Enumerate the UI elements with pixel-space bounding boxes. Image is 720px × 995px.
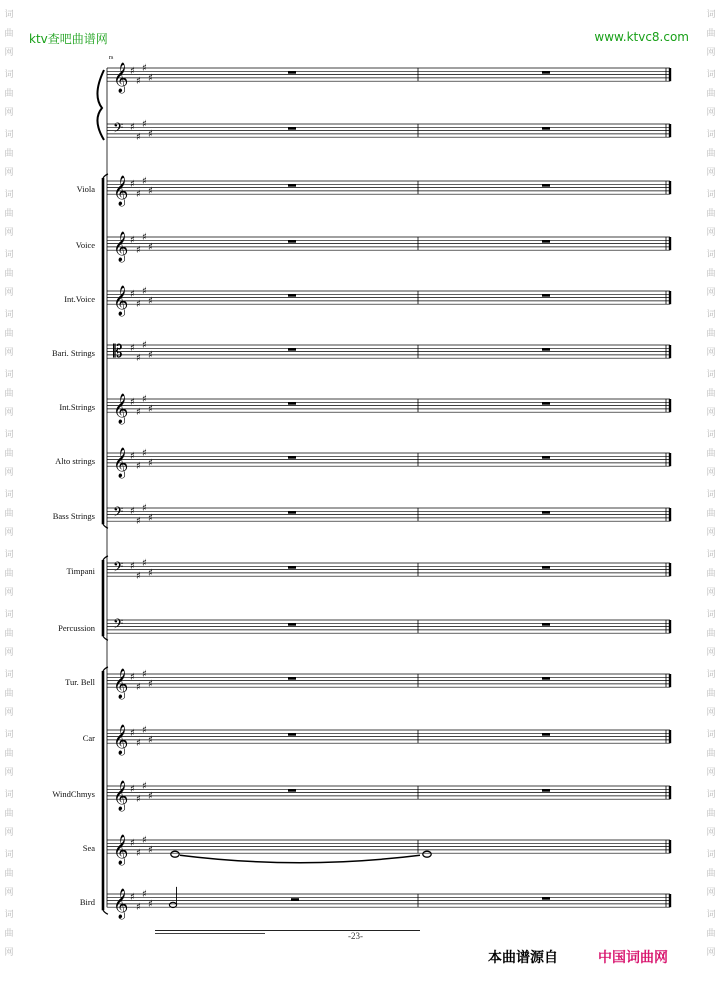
whole-note <box>423 851 431 857</box>
sharp-sign: ♯ <box>136 298 141 310</box>
page-number: -23- <box>348 931 363 941</box>
half-note <box>169 902 176 907</box>
sharp-sign: ♯ <box>148 844 153 856</box>
watermark-char: 词 <box>706 310 716 320</box>
header-site-name[interactable]: ktv查吧曲谱网 <box>29 32 108 46</box>
clef-treble: 𝄞 <box>113 286 129 317</box>
instrument-label: Bird <box>79 897 95 907</box>
clef-treble: 𝄞 <box>113 394 129 425</box>
watermark-char: 词 <box>706 910 716 920</box>
whole-rest <box>542 897 550 899</box>
sharp-sign: ♯ <box>136 460 141 472</box>
piano-brace <box>97 70 104 140</box>
watermark-char: 网 <box>706 108 716 118</box>
watermark-char: 曲 <box>706 149 716 159</box>
watermark-char: 网 <box>4 948 14 958</box>
whole-rest <box>542 184 550 186</box>
sharp-sign: ♯ <box>136 244 141 256</box>
clef-treble: 𝄞 <box>113 63 129 94</box>
footer-source-text: 本曲谱源自 <box>488 950 558 966</box>
sharp-sign: ♯ <box>130 892 135 903</box>
sharp-sign: ♯ <box>148 128 153 140</box>
watermark-char: 曲 <box>706 929 716 939</box>
watermark-char: 网 <box>706 708 716 718</box>
instrument-label: Percussion <box>58 623 95 633</box>
instrument-label: Alto strings <box>55 456 95 466</box>
watermark-char: 词 <box>706 130 716 140</box>
sharp-sign: ♯ <box>130 451 135 462</box>
sharp-sign: ♯ <box>130 179 135 190</box>
clef-treble: 𝄞 <box>113 725 129 756</box>
sharp-sign: ♯ <box>148 241 153 253</box>
instrument-label: WindChmys <box>52 789 95 799</box>
sharp-sign: ♯ <box>142 503 147 515</box>
watermark-char: 网 <box>706 768 716 778</box>
watermark-char: 词 <box>4 130 14 140</box>
clef-treble: 𝄞 <box>113 448 129 479</box>
instrument-label: Timpani <box>66 566 95 576</box>
whole-rest <box>288 348 296 350</box>
tie <box>180 855 420 863</box>
watermark-char: 网 <box>4 528 14 538</box>
whole-rest <box>288 71 296 73</box>
whole-rest <box>288 566 296 568</box>
whole-rest <box>288 789 296 791</box>
clef-treble: 𝄞 <box>113 176 129 207</box>
watermark-char: 词 <box>4 730 14 740</box>
watermark-char: 曲 <box>4 869 14 879</box>
watermark-char: 网 <box>4 888 14 898</box>
watermark-char: 网 <box>706 168 716 178</box>
watermark-char: 曲 <box>706 89 716 99</box>
watermark-char: 词 <box>4 10 14 20</box>
sharp-sign: ♯ <box>136 901 141 913</box>
sharp-sign: ♯ <box>142 558 147 570</box>
watermark-char: 曲 <box>706 809 716 819</box>
sharp-sign: ♯ <box>136 681 141 693</box>
sharp-sign: ♯ <box>136 75 141 87</box>
sharp-sign: ♯ <box>130 838 135 849</box>
watermark-char: 词 <box>706 250 716 260</box>
whole-rest <box>288 240 296 242</box>
whole-note <box>171 851 179 857</box>
watermark-char: 曲 <box>4 689 14 699</box>
clef-bass: 𝄢 <box>113 559 124 578</box>
sharp-sign: ♯ <box>142 725 147 737</box>
whole-rest <box>288 623 296 625</box>
sharp-sign: ♯ <box>142 394 147 406</box>
half-rest <box>291 898 299 900</box>
sharp-sign: ♯ <box>130 289 135 300</box>
footer-rule-short <box>155 933 265 934</box>
watermark-char: 曲 <box>706 449 716 459</box>
sharp-sign: ♯ <box>142 232 147 244</box>
whole-rest <box>288 733 296 735</box>
watermark-char: 曲 <box>706 869 716 879</box>
whole-rest <box>542 294 550 296</box>
sharp-sign: ♯ <box>136 847 141 859</box>
watermark-char: 曲 <box>4 929 14 939</box>
watermark-char: 曲 <box>706 689 716 699</box>
clef-treble: 𝄞 <box>113 232 129 263</box>
watermark-char: 网 <box>4 48 14 58</box>
watermark-char: 网 <box>706 288 716 298</box>
clef-alto: 𝄡 <box>113 342 123 362</box>
sharp-sign: ♯ <box>136 406 141 418</box>
sharp-sign: ♯ <box>148 349 153 361</box>
sharp-sign: ♯ <box>142 176 147 188</box>
watermark-char: 曲 <box>706 269 716 279</box>
whole-rest <box>542 240 550 242</box>
sharp-sign: ♯ <box>130 66 135 77</box>
clef-bass: 𝄢 <box>113 120 124 139</box>
footer-rule <box>155 930 420 931</box>
watermark-char: 曲 <box>4 749 14 759</box>
clef-treble: 𝄞 <box>113 781 129 812</box>
whole-rest <box>542 456 550 458</box>
sharp-sign: ♯ <box>136 515 141 527</box>
sharp-sign: ♯ <box>148 898 153 910</box>
watermark-char: 词 <box>706 430 716 440</box>
instrument-label: Sea <box>82 843 95 853</box>
watermark-char: 网 <box>4 648 14 658</box>
watermark-char: 网 <box>4 588 14 598</box>
watermark-char: 词 <box>4 310 14 320</box>
sharp-sign: ♯ <box>148 403 153 415</box>
watermark-char: 曲 <box>4 209 14 219</box>
watermark-char: 网 <box>706 888 716 898</box>
watermark-char: 网 <box>706 408 716 418</box>
watermark-char: 曲 <box>4 29 14 39</box>
watermark-char: 网 <box>4 768 14 778</box>
watermark-char: 曲 <box>4 389 14 399</box>
clef-treble: 𝄞 <box>113 669 129 700</box>
sharp-sign: ♯ <box>130 397 135 408</box>
whole-rest <box>288 677 296 679</box>
watermark-char: 网 <box>4 348 14 358</box>
sharp-sign: ♯ <box>136 352 141 364</box>
watermark-char: 网 <box>4 108 14 118</box>
whole-rest <box>542 623 550 625</box>
sharp-sign: ♯ <box>136 131 141 143</box>
sharp-sign: ♯ <box>136 570 141 582</box>
watermark-char: 词 <box>4 190 14 200</box>
watermark-char: 词 <box>4 850 14 860</box>
sharp-sign: ♯ <box>142 63 147 75</box>
effects-bracket-hook-bottom <box>103 910 108 914</box>
sharp-sign: ♯ <box>142 286 147 298</box>
watermark-char: 词 <box>706 730 716 740</box>
sharp-sign: ♯ <box>142 669 147 681</box>
sharp-sign: ♯ <box>148 678 153 690</box>
watermark-char: 词 <box>4 490 14 500</box>
sharp-sign: ♯ <box>142 448 147 460</box>
whole-rest <box>542 127 550 129</box>
watermark-char: 网 <box>706 528 716 538</box>
sharp-sign: ♯ <box>142 781 147 793</box>
watermark-char: 词 <box>706 550 716 560</box>
sharp-sign: ♯ <box>136 793 141 805</box>
watermark-char: 曲 <box>706 509 716 519</box>
instrument-label: Tur. Bell <box>65 677 95 687</box>
watermark-char: 词 <box>4 250 14 260</box>
clef-treble: 𝄞 <box>113 835 129 866</box>
watermark-char: 词 <box>706 850 716 860</box>
watermark-char: 曲 <box>4 269 14 279</box>
watermark-char: 曲 <box>706 569 716 579</box>
sharp-sign: ♯ <box>142 835 147 847</box>
sharp-sign: ♯ <box>148 72 153 84</box>
watermark-char: 网 <box>706 588 716 598</box>
instrument-label: Bari. Strings <box>52 348 95 358</box>
watermark-char: 网 <box>706 828 716 838</box>
whole-rest <box>288 184 296 186</box>
whole-rest <box>542 348 550 350</box>
watermark-char: 曲 <box>4 629 14 639</box>
sharp-sign: ♯ <box>148 734 153 746</box>
instrument-label: Bass Strings <box>52 511 95 521</box>
clef-bass: 𝄢 <box>113 504 124 523</box>
whole-rest <box>542 402 550 404</box>
watermark-char: 词 <box>706 70 716 80</box>
whole-rest <box>288 294 296 296</box>
watermark-char: 曲 <box>4 809 14 819</box>
sharp-sign: ♯ <box>148 295 153 307</box>
header-site-url[interactable]: www.ktvc8.com <box>594 30 689 44</box>
whole-rest <box>288 456 296 458</box>
watermark-char: 网 <box>4 708 14 718</box>
watermark-char: 曲 <box>4 149 14 159</box>
watermark-char: 网 <box>4 228 14 238</box>
sharp-sign: ♯ <box>130 784 135 795</box>
watermark-char: 曲 <box>706 29 716 39</box>
watermark-char: 网 <box>4 288 14 298</box>
sharp-sign: ♯ <box>130 122 135 133</box>
watermark-char: 曲 <box>706 749 716 759</box>
whole-rest <box>288 511 296 513</box>
whole-rest <box>542 789 550 791</box>
sharp-sign: ♯ <box>130 343 135 354</box>
watermark-char: 网 <box>706 48 716 58</box>
watermark-char: 网 <box>4 408 14 418</box>
watermark-char: 曲 <box>706 629 716 639</box>
whole-rest <box>542 677 550 679</box>
instrument-label: Car <box>82 733 95 743</box>
whole-rest <box>542 71 550 73</box>
sharp-sign: ♯ <box>130 728 135 739</box>
watermark-char: 曲 <box>706 329 716 339</box>
watermark-char: 网 <box>706 348 716 358</box>
watermark-char: 词 <box>4 70 14 80</box>
tempo-mark: rs <box>109 55 114 61</box>
whole-rest <box>542 566 550 568</box>
sharp-sign: ♯ <box>130 672 135 683</box>
watermark-char: 网 <box>706 648 716 658</box>
watermark-char: 词 <box>4 430 14 440</box>
instrument-label: Int.Voice <box>64 294 95 304</box>
watermark-char: 网 <box>4 468 14 478</box>
watermark-char: 网 <box>4 828 14 838</box>
whole-rest <box>288 402 296 404</box>
watermark-char: 词 <box>706 670 716 680</box>
watermark-char: 词 <box>4 610 14 620</box>
watermark-char: 词 <box>706 790 716 800</box>
instrument-label: Int.Strings <box>59 402 95 412</box>
watermark-char: 词 <box>706 370 716 380</box>
watermark-char: 词 <box>706 190 716 200</box>
watermark-char: 词 <box>4 670 14 680</box>
whole-rest <box>542 511 550 513</box>
watermark-char: 网 <box>706 948 716 958</box>
watermark-char: 网 <box>706 228 716 238</box>
watermark-char: 网 <box>706 468 716 478</box>
watermark-char: 曲 <box>4 329 14 339</box>
sharp-sign: ♯ <box>130 235 135 246</box>
clef-treble: 𝄞 <box>113 889 129 920</box>
watermark-char: 词 <box>4 910 14 920</box>
watermark-char: 曲 <box>4 509 14 519</box>
watermark-char: 词 <box>4 790 14 800</box>
sharp-sign: ♯ <box>142 889 147 901</box>
sharp-sign: ♯ <box>130 506 135 517</box>
sharp-sign: ♯ <box>142 119 147 131</box>
watermark-char: 词 <box>4 370 14 380</box>
watermark-char: 曲 <box>4 449 14 459</box>
watermark-char: 曲 <box>706 209 716 219</box>
whole-rest <box>288 127 296 129</box>
sharp-sign: ♯ <box>148 512 153 524</box>
sharp-sign: ♯ <box>130 561 135 572</box>
sharp-sign: ♯ <box>148 457 153 469</box>
sharp-sign: ♯ <box>142 340 147 352</box>
watermark-char: 词 <box>706 490 716 500</box>
clef-bass: 𝄢 <box>113 616 124 635</box>
sharp-sign: ♯ <box>148 790 153 802</box>
watermark-char: 词 <box>4 550 14 560</box>
whole-rest <box>542 733 550 735</box>
watermark-char: 曲 <box>706 389 716 399</box>
sharp-sign: ♯ <box>148 567 153 579</box>
sharp-sign: ♯ <box>136 737 141 749</box>
footer-site-link[interactable]: 中国词曲网 <box>598 950 668 966</box>
instrument-label: Voice <box>75 240 95 250</box>
sharp-sign: ♯ <box>148 185 153 197</box>
watermark-char: 曲 <box>4 89 14 99</box>
instrument-label: Viola <box>76 184 95 194</box>
watermark-char: 词 <box>706 10 716 20</box>
sharp-sign: ♯ <box>136 188 141 200</box>
watermark-char: 词 <box>706 610 716 620</box>
watermark-char: 网 <box>4 168 14 178</box>
watermark-char: 曲 <box>4 569 14 579</box>
